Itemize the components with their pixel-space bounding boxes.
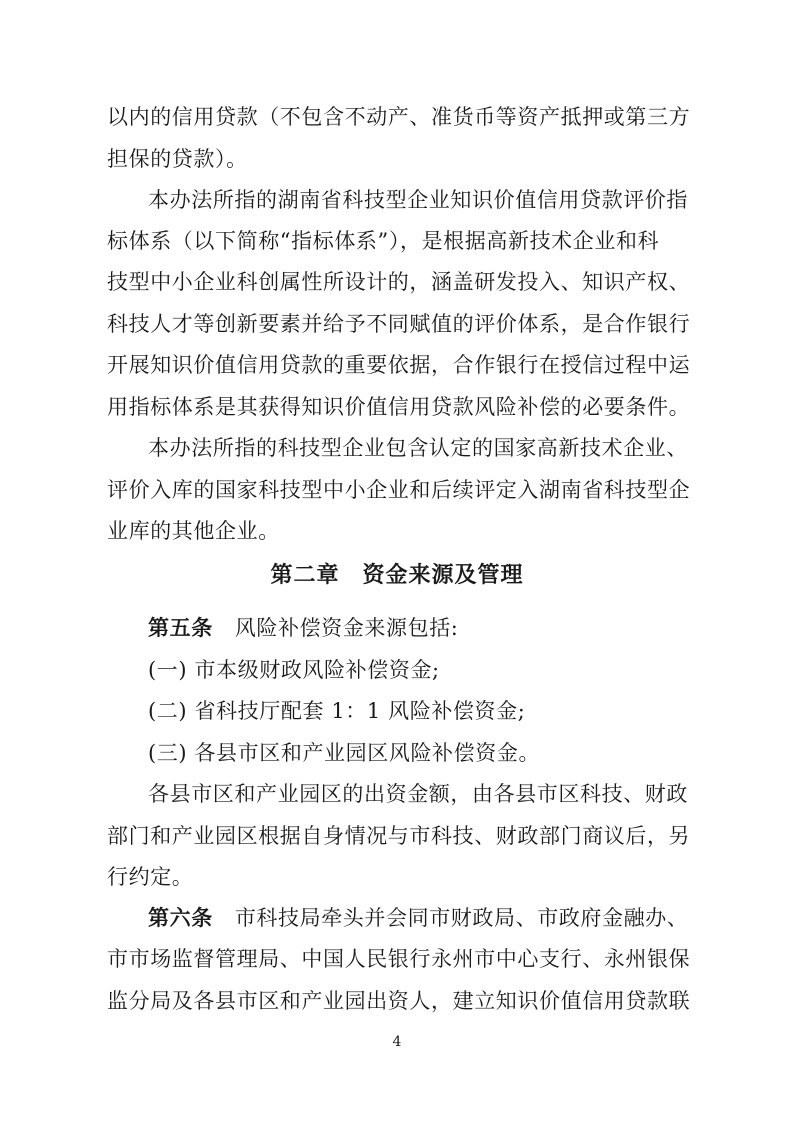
- body-line: 用指标体系是其获得知识价值信用贷款风险补偿的必要条件。: [107, 395, 691, 419]
- body-line: 科技人才等创新要素并给予不同赋值的评价体系，是合作银行: [107, 312, 691, 336]
- list-item: (一) 市本级财政风险补偿资金;: [148, 658, 440, 682]
- body-line: 以内的信用贷款（不包含不动产、准货币等资产抵押或第三方: [107, 105, 691, 129]
- body-line: 部门和产业园区根据自身情况与市科技、财政部门商议后，另: [107, 824, 691, 848]
- body-line: 市市场监督管理局、中国人民银行永州市中心支行、永州银保: [107, 947, 691, 971]
- page-number: 4: [392, 1034, 402, 1050]
- article-text: 市科技局牵头并会同市财政局、市政府金融办、: [234, 906, 689, 930]
- article-6: [148, 904, 688, 932]
- body-line: 评价入库的国家科技型中小企业和后续评定入湖南省科技型企: [107, 478, 691, 502]
- list-item: (二) 省科技厅配套 1：1 风险补偿资金;: [148, 699, 526, 723]
- article-label: 第五条: [148, 616, 213, 640]
- body-line: 行约定。: [107, 865, 194, 889]
- body-line: 本办法所指的湖南省科技型企业知识价值信用贷款评价指: [148, 188, 688, 212]
- article-5: [148, 614, 459, 642]
- body-line: 业库的其他企业。: [107, 519, 280, 543]
- body-line: 本办法所指的科技型企业包含认定的国家高新技术企业、: [148, 436, 688, 460]
- list-item: (三) 各县市区和产业园区风险补偿资金。: [148, 741, 541, 765]
- body-line: 监分局及各县市区和产业园出资人，建立知识价值信用贷款联: [107, 989, 691, 1013]
- body-line: 担保的贷款）。: [107, 147, 248, 171]
- chapter-heading: 第二章 资金来源及管理: [270, 563, 524, 588]
- article-label: 第六条: [148, 906, 213, 930]
- body-line: 标体系（以下简称“指标体系”），是根据高新技术企业和科: [107, 229, 660, 253]
- body-line: 各县市区和产业园区的出资金额，由各县市区科技、财政: [148, 782, 688, 806]
- article-text: 风险补偿资金来源包括:: [234, 616, 459, 640]
- body-line: 技型中小企业科创属性所设计的，涵盖研发投入、知识产权、: [107, 270, 691, 294]
- body-line: 开展知识价值信用贷款的重要依据，合作银行在授信过程中运: [107, 353, 691, 377]
